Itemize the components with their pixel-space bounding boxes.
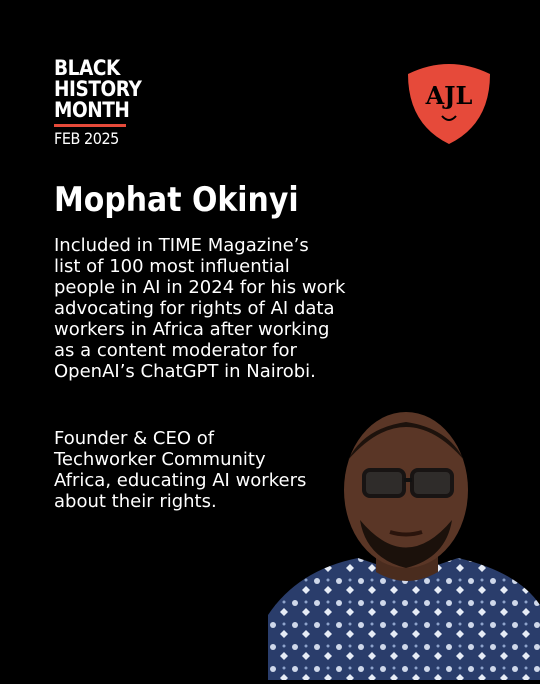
badge-black-history-month: [54, 58, 153, 148]
bio-line: workers in Africa after working: [54, 319, 330, 340]
badge-date: FEB 2025: [54, 129, 119, 148]
bio-line: OpenAI’s ChatGPT in Nairobi.: [54, 361, 316, 382]
glasses-left: [364, 470, 404, 496]
bio-paragraph-1: [54, 235, 404, 382]
bio-line: as a content moderator for: [54, 340, 297, 361]
glasses-right: [412, 470, 452, 496]
bio-line: about their rights.: [54, 491, 217, 512]
logo-text: AJL: [425, 81, 473, 110]
bio-line: Techworker Community: [54, 449, 266, 470]
badge-line-1: BLACK: [54, 56, 120, 80]
badge-divider: [54, 124, 126, 127]
person-name: Mophat Okinyi: [54, 180, 299, 220]
badge-line-3: MONTH: [54, 98, 130, 122]
portrait-photo: [268, 400, 540, 680]
bio-line: Founder & CEO of: [54, 428, 215, 449]
bio-line: list of 100 most influential: [54, 256, 290, 277]
ajl-logo: [404, 52, 494, 148]
shield-icon: [404, 52, 494, 148]
bio-line: people in AI in 2024 for his work: [54, 277, 346, 298]
bio-line: Included in TIME Magazine’s: [54, 235, 309, 256]
badge-line-2: HISTORY: [54, 77, 142, 101]
portrait-illustration: [268, 400, 540, 680]
bio-line: advocating for rights of AI data: [54, 298, 335, 319]
bio-line: Africa, educating AI workers: [54, 470, 307, 491]
